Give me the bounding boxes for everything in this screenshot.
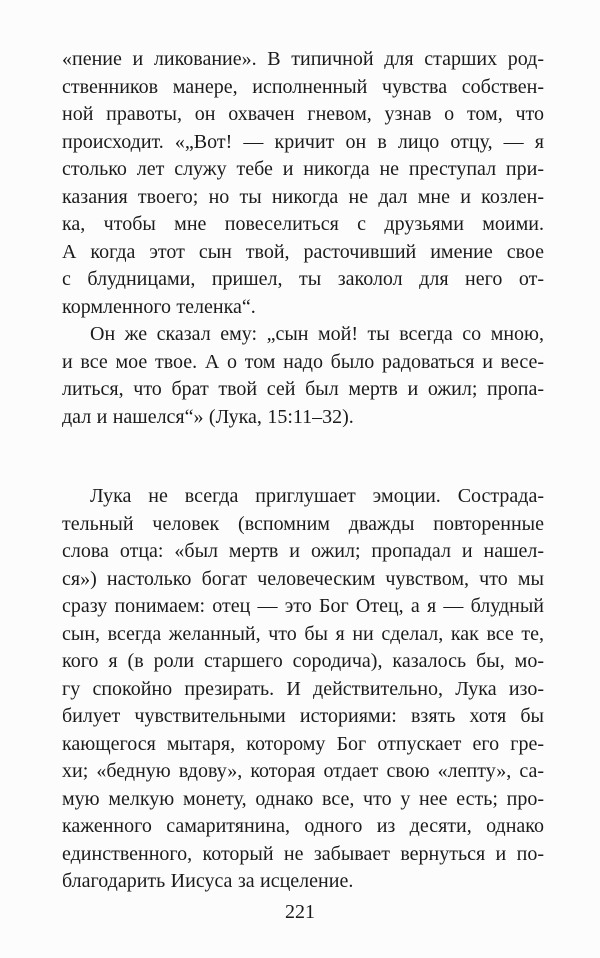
paragraph	[62, 321, 544, 431]
paragraph	[62, 46, 544, 321]
text-line: с блудницами, пришел, ты заколол для него от-	[62, 268, 544, 290]
text-line: кормленного теленка“.	[62, 295, 256, 318]
text-line: каженного самаритянина, одного из десяти, однако	[62, 815, 544, 837]
text-line: единственного, который не забывает вернуться и по-	[62, 842, 544, 865]
text-line: гу спокойно презирать. И действительно, Лука изо-	[62, 677, 544, 700]
text-line: литься, что брат твой сей был мертв и ожил; пропа-	[62, 378, 544, 400]
text-line: Он же сказал ему: „сын мой! ты всегда со мною,	[90, 323, 544, 345]
text-line: сразу понимаем: отец — это Бог Отец, а я — блудный	[62, 595, 544, 617]
text-line: дал и нашелся“» (Лука, 15:11–32).	[62, 405, 354, 428]
text-block	[62, 46, 544, 896]
text-line: билует чувствительными историями: взять хотя бы	[62, 705, 544, 727]
text-line: ся») настолько богат человеческим чувством, что мы	[62, 567, 544, 590]
text-line: Лука не всегда приглушает эмоции. Сострада-	[90, 485, 544, 507]
text-line: благодарить Иисуса за исцеление.	[62, 870, 354, 892]
paragraph	[62, 483, 544, 896]
text-line: казания твоего; но ты никогда не дал мне и козлен-	[62, 185, 544, 208]
text-line: кого я (в роли старшего сородича), казалось бы, мо-	[62, 650, 544, 672]
text-line: происходит. «„Вот! — кричит он в лицо отцу, — я	[62, 130, 544, 153]
text-line: и все мое твое. А о том надо было радоваться и весе-	[62, 350, 544, 373]
text-line: тельный человек (вспомним дважды повторенные	[62, 512, 544, 535]
text-line: А когда этот сын твой, расточивший имение свое	[62, 240, 544, 263]
text-line: хи; «бедную вдову», которая отдает свою «лепту», са-	[62, 760, 544, 782]
text-line: столько лет служу тебе и никогда не преступал при-	[62, 158, 544, 180]
text-line: сын, всегда желанный, что бы я ни сделал, как все те,	[62, 622, 544, 645]
text-line: мую мелкую монету, однако все, что у нее есть; про-	[62, 787, 544, 810]
text-line: ка, чтобы мне повеселиться с друзьями моими.	[62, 213, 544, 235]
text-line: ственников манере, исполненный чувства собствен-	[62, 75, 544, 98]
text-line: кающегося мытаря, которому Бог отпускает его гре-	[62, 732, 544, 755]
text-line: слова отца: «был мертв и ожил; пропадал и нашел-	[62, 540, 544, 562]
text-line: ной правоты, он охвачен гневом, узнав о том, что	[62, 103, 544, 125]
text-line: «пение и ликование». В типичной для старших род-	[62, 48, 544, 70]
page-number: 221	[285, 901, 315, 923]
